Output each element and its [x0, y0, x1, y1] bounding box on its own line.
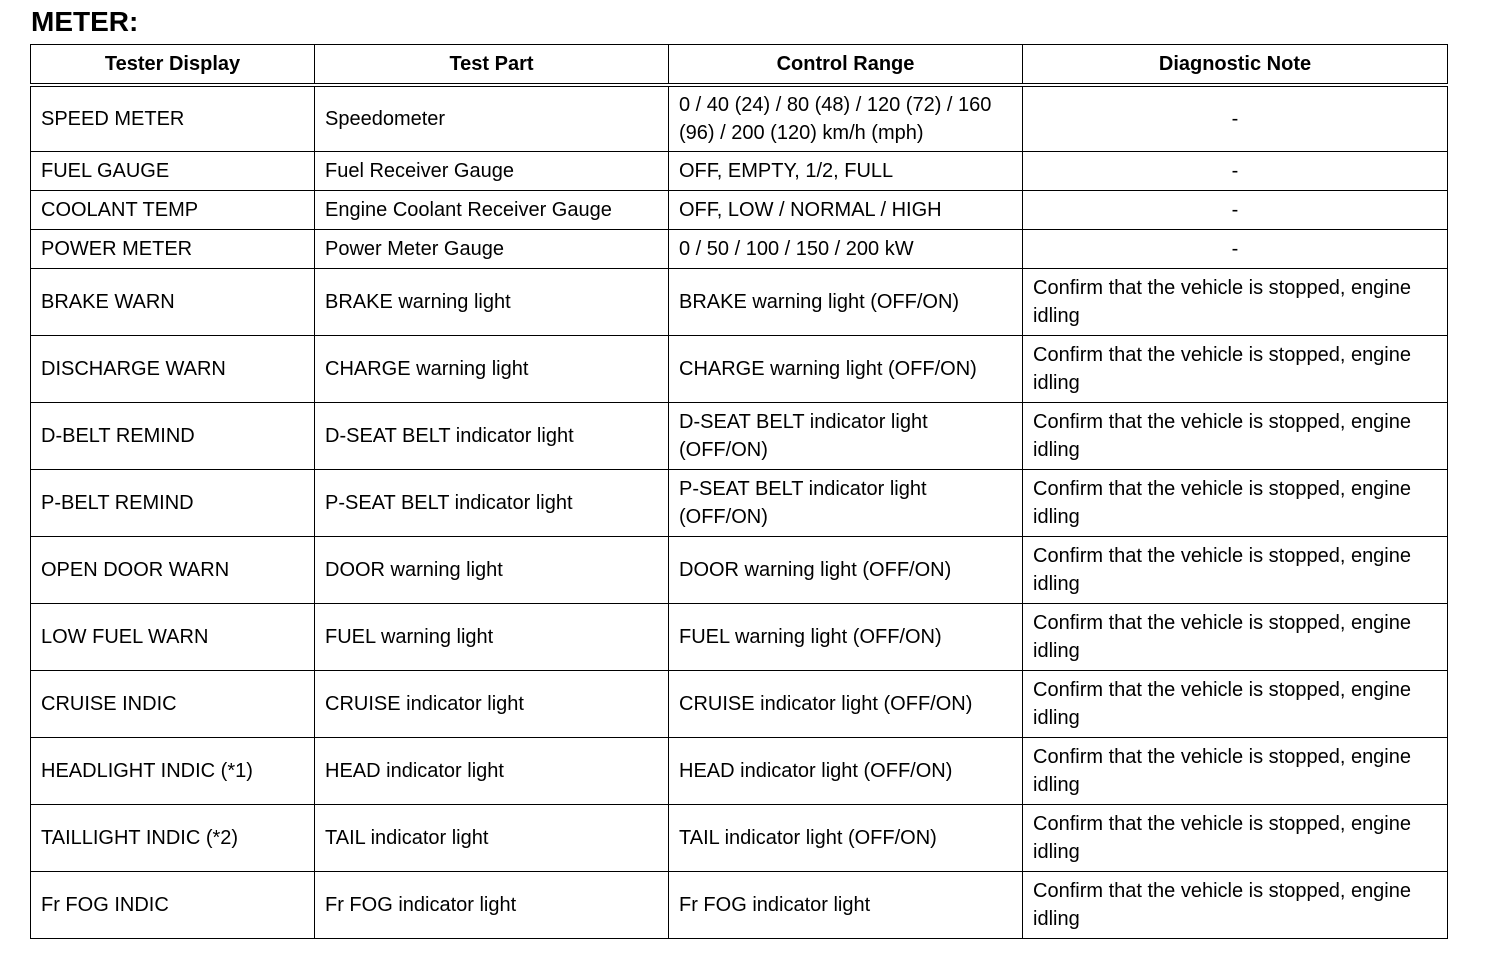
test-part-cell: CRUISE indicator light [315, 671, 669, 738]
diagnostic-note-cell: Confirm that the vehicle is stopped, engine idling [1023, 403, 1448, 470]
diagnostic-note-cell: Confirm that the vehicle is stopped, engine idling [1023, 805, 1448, 872]
table-row [31, 671, 1448, 738]
tester-display-cell: P-BELT REMIND [31, 470, 315, 537]
table-row [31, 470, 1448, 537]
table-row [31, 537, 1448, 604]
tester-display-cell: D-BELT REMIND [31, 403, 315, 470]
diagnostic-note-cell: - [1023, 152, 1448, 191]
diagnostic-note-cell: Confirm that the vehicle is stopped, engine idling [1023, 269, 1448, 336]
test-part-cell: FUEL warning light [315, 604, 669, 671]
diagnostic-note-cell: - [1023, 191, 1448, 230]
table-row [31, 738, 1448, 805]
tester-display-cell: POWER METER [31, 230, 315, 269]
test-part-cell: Fr FOG indicator light [315, 872, 669, 939]
tester-display-cell: Fr FOG INDIC [31, 872, 315, 939]
diagnostic-note-cell: Confirm that the vehicle is stopped, engine idling [1023, 738, 1448, 805]
header-test-part: Test Part [315, 45, 669, 85]
tester-display-cell: CRUISE INDIC [31, 671, 315, 738]
control-range-cell: D-SEAT BELT indicator light (OFF/ON) [669, 403, 1023, 470]
tester-display-cell: LOW FUEL WARN [31, 604, 315, 671]
tester-display-cell: TAILLIGHT INDIC (*2) [31, 805, 315, 872]
diagnostic-note-cell: Confirm that the vehicle is stopped, engine idling [1023, 604, 1448, 671]
control-range-cell: OFF, LOW / NORMAL / HIGH [669, 191, 1023, 230]
diagnostic-note-cell: Confirm that the vehicle is stopped, engine idling [1023, 336, 1448, 403]
table-row [31, 872, 1448, 939]
test-part-cell: Engine Coolant Receiver Gauge [315, 191, 669, 230]
control-range-cell: OFF, EMPTY, 1/2, FULL [669, 152, 1023, 191]
control-range-cell: CHARGE warning light (OFF/ON) [669, 336, 1023, 403]
test-part-cell: Fuel Receiver Gauge [315, 152, 669, 191]
header-tester-display: Tester Display [31, 45, 315, 85]
control-range-cell: Fr FOG indicator light [669, 872, 1023, 939]
diagnostic-note-cell: Confirm that the vehicle is stopped, engine idling [1023, 470, 1448, 537]
diagnostic-note-cell: Confirm that the vehicle is stopped, engine idling [1023, 537, 1448, 604]
tester-display-cell: FUEL GAUGE [31, 152, 315, 191]
page-title: METER: [31, 6, 139, 37]
table-row [31, 230, 1448, 269]
diagnostic-note-cell: Confirm that the vehicle is stopped, engine idling [1023, 872, 1448, 939]
table-row [31, 85, 1448, 152]
control-range-cell: 0 / 50 / 100 / 150 / 200 kW [669, 230, 1023, 269]
control-range-cell: P-SEAT BELT indicator light (OFF/ON) [669, 470, 1023, 537]
tester-display-cell: SPEED METER [31, 85, 315, 152]
control-range-cell: CRUISE indicator light (OFF/ON) [669, 671, 1023, 738]
test-part-cell: HEAD indicator light [315, 738, 669, 805]
tester-display-cell: COOLANT TEMP [31, 191, 315, 230]
test-part-cell: TAIL indicator light [315, 805, 669, 872]
meter-table [30, 44, 1448, 939]
tester-display-cell: DISCHARGE WARN [31, 336, 315, 403]
table-row [31, 191, 1448, 230]
tester-display-cell: HEADLIGHT INDIC (*1) [31, 738, 315, 805]
header-control-range: Control Range [669, 45, 1023, 85]
test-part-cell: CHARGE warning light [315, 336, 669, 403]
test-part-cell: DOOR warning light [315, 537, 669, 604]
table-row [31, 152, 1448, 191]
tester-display-cell: OPEN DOOR WARN [31, 537, 315, 604]
tester-display-cell: BRAKE WARN [31, 269, 315, 336]
control-range-cell: TAIL indicator light (OFF/ON) [669, 805, 1023, 872]
test-part-cell: Speedometer [315, 85, 669, 152]
control-range-cell: BRAKE warning light (OFF/ON) [669, 269, 1023, 336]
table-row [31, 403, 1448, 470]
test-part-cell: D-SEAT BELT indicator light [315, 403, 669, 470]
table-row [31, 805, 1448, 872]
header-diagnostic-note: Diagnostic Note [1023, 45, 1448, 85]
control-range-cell: FUEL warning light (OFF/ON) [669, 604, 1023, 671]
table-header-row [31, 45, 1448, 85]
table-row [31, 336, 1448, 403]
test-part-cell: P-SEAT BELT indicator light [315, 470, 669, 537]
diagnostic-note-cell: Confirm that the vehicle is stopped, engine idling [1023, 671, 1448, 738]
table-row [31, 269, 1448, 336]
table-row [31, 604, 1448, 671]
control-range-cell: 0 / 40 (24) / 80 (48) / 120 (72) / 160 (96) / 200 (120) km/h (mph) [669, 85, 1023, 152]
test-part-cell: BRAKE warning light [315, 269, 669, 336]
control-range-cell: HEAD indicator light (OFF/ON) [669, 738, 1023, 805]
control-range-cell: DOOR warning light (OFF/ON) [669, 537, 1023, 604]
diagnostic-note-cell: - [1023, 230, 1448, 269]
test-part-cell: Power Meter Gauge [315, 230, 669, 269]
diagnostic-note-cell: - [1023, 85, 1448, 152]
